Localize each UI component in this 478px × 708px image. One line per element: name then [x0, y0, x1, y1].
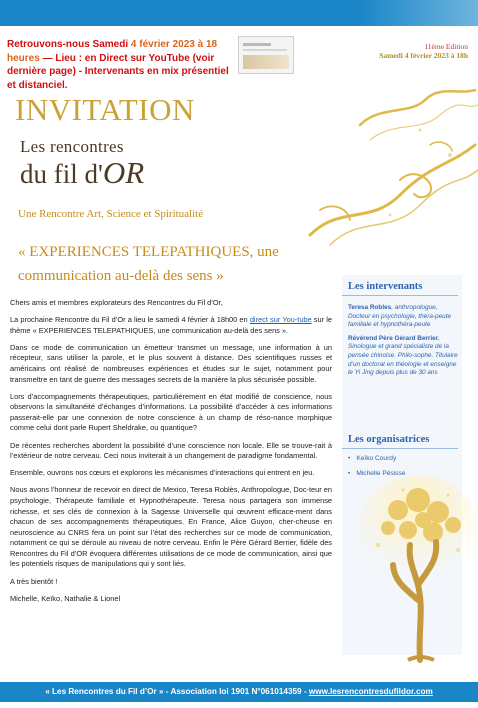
letter-body [10, 298, 332, 611]
closing: A très bientôt ! [10, 576, 58, 586]
paragraph-intro: La prochaine Rencontre du Fil d’Or a lieu le samedi 4 février à 18h00 en direct sur You-tube sur le thème « EXPERIENCES TELEPATHIQUES, une communication au-delà des sens ». [10, 315, 332, 335]
edition-date: Samedi 4 février 2023 à 18h [379, 51, 468, 60]
youtube-link[interactable]: direct sur You-tube [249, 315, 312, 325]
paragraph: Dans ce mode de communication un émetteur transmet un message, une information à un récepteur, sans utiliser la parole, et le plus souvent à distance. Des scientifiques russes et américains ont réalisé de nombreuses expériences et études sur le sujet, notamment pour transmettre en tant de guerre des messages secrets de la manière la plus sécurisée possible. [10, 342, 332, 384]
edition-info [379, 42, 468, 60]
speakers-title: Les intervenants [342, 275, 458, 296]
speaker-entry: Révérend Père Gérard Berrier, Sinologue et grand spécialiste de la pensée chinoise. Philo-sophe. Titulaire d’un doctorat en théologie et enseigne le Yi Jing depuis plus de 30 ans [348, 334, 458, 377]
announcement-date: 4 février 2023 à 18 heures [7, 39, 218, 64]
gold-swirl-decoration [300, 85, 478, 255]
paragraph: Nous avons l’honneur de recevoir en direct de Mexico, Teresa Roblès, Anthropologue, Doc-teur en psychologie, Thérapeute familiale et Hypnothérapeute. Teresa nous partagera son immense richesse, et ses clés de connexion à la Sagesse Universelle qui œuvrent efficace-ment dans chacun de ses accompagnements thérapeutiques. En France, Alice Guyon, cher-cheuse en neuroscience au CNRS fera un point sur l’état des recherches sur ce mode de communication, notamment ce qui se déroule au niveau de notre cerveau. Enfin le Père Gérard Berrier, fidèle des Rencontres du Fil d’OR évoquera différentes utilisations de ce mode de communication, ainsi que les potentiels risques de manipulations qui y sont liés. [10, 485, 332, 569]
event-announcement: Retrouvons-nous Samedi 4 février 2023 à 18 heures — Lieu : en Direct sur YouTube (voir dernière page) - Intervenants en mix présentiel et distanciel. [7, 39, 229, 91]
video-thumbnail-image [238, 36, 294, 74]
list-item: • Keïko Courdy [348, 455, 462, 462]
paragraph: De récentes recherches abordent la possibilité d’une conscience non locale. Elle se trouve-rait à l’extérieur de notre cerveau. Ceci nous inviterait à un changement de paradigme fondamental. [10, 440, 332, 461]
golden-tree-illustration [338, 470, 478, 670]
list-item: • Michelle Pésisse [348, 470, 462, 477]
paragraph: Lors d’accompagnements thérapeutiques, particulièrement en état modifié de conscience, nous observons la simultanéité d’échanges d’informations. La possibilité d’accéder à ces informations passerait-elle par une connexion de notre conscience à un champ de réso-nance morphique comme celui dont parle Rupert Sheldrake, ou quantique? [10, 391, 332, 433]
logo-line1: Les rencontres [20, 137, 124, 156]
greeting: Chers amis et membres explorateurs des Rencontres du Fil d’Or, [10, 298, 223, 307]
website-link[interactable]: www.lesrencontresdufildor.com [308, 687, 433, 696]
logo [20, 137, 145, 190]
logo-line2: du fil d'OR [20, 155, 145, 190]
signature: Michelle, Keïko, Nathalie & Lionel [10, 593, 121, 603]
paragraph: Ensemble, ouvrons nos cœurs et explorons les mécanismes d’interactions qui entrent en jeu. [10, 468, 315, 478]
invitation-heading: INVITATION [15, 92, 195, 127]
theme-title: « EXPERIENCES TELEPATHIQUES, une communication au-delà des sens » [18, 244, 279, 284]
edition-number: 11ème Edition [424, 42, 468, 51]
footer-banner: « Les Rencontres du Fil d’Or » - Association loi 1901 N°061014359 - www.lesrencontresdufildor.com [0, 682, 478, 702]
speaker-entry: Teresa Robles, anthropologue, Docteur en psychologie, théra-peute familiale et hypnothéra-peute [348, 304, 452, 329]
top-banner [0, 0, 478, 26]
tagline: Une Rencontre Art, Science et Spiritualité [18, 208, 204, 220]
organizers-title: Les organisatrices [342, 428, 458, 449]
